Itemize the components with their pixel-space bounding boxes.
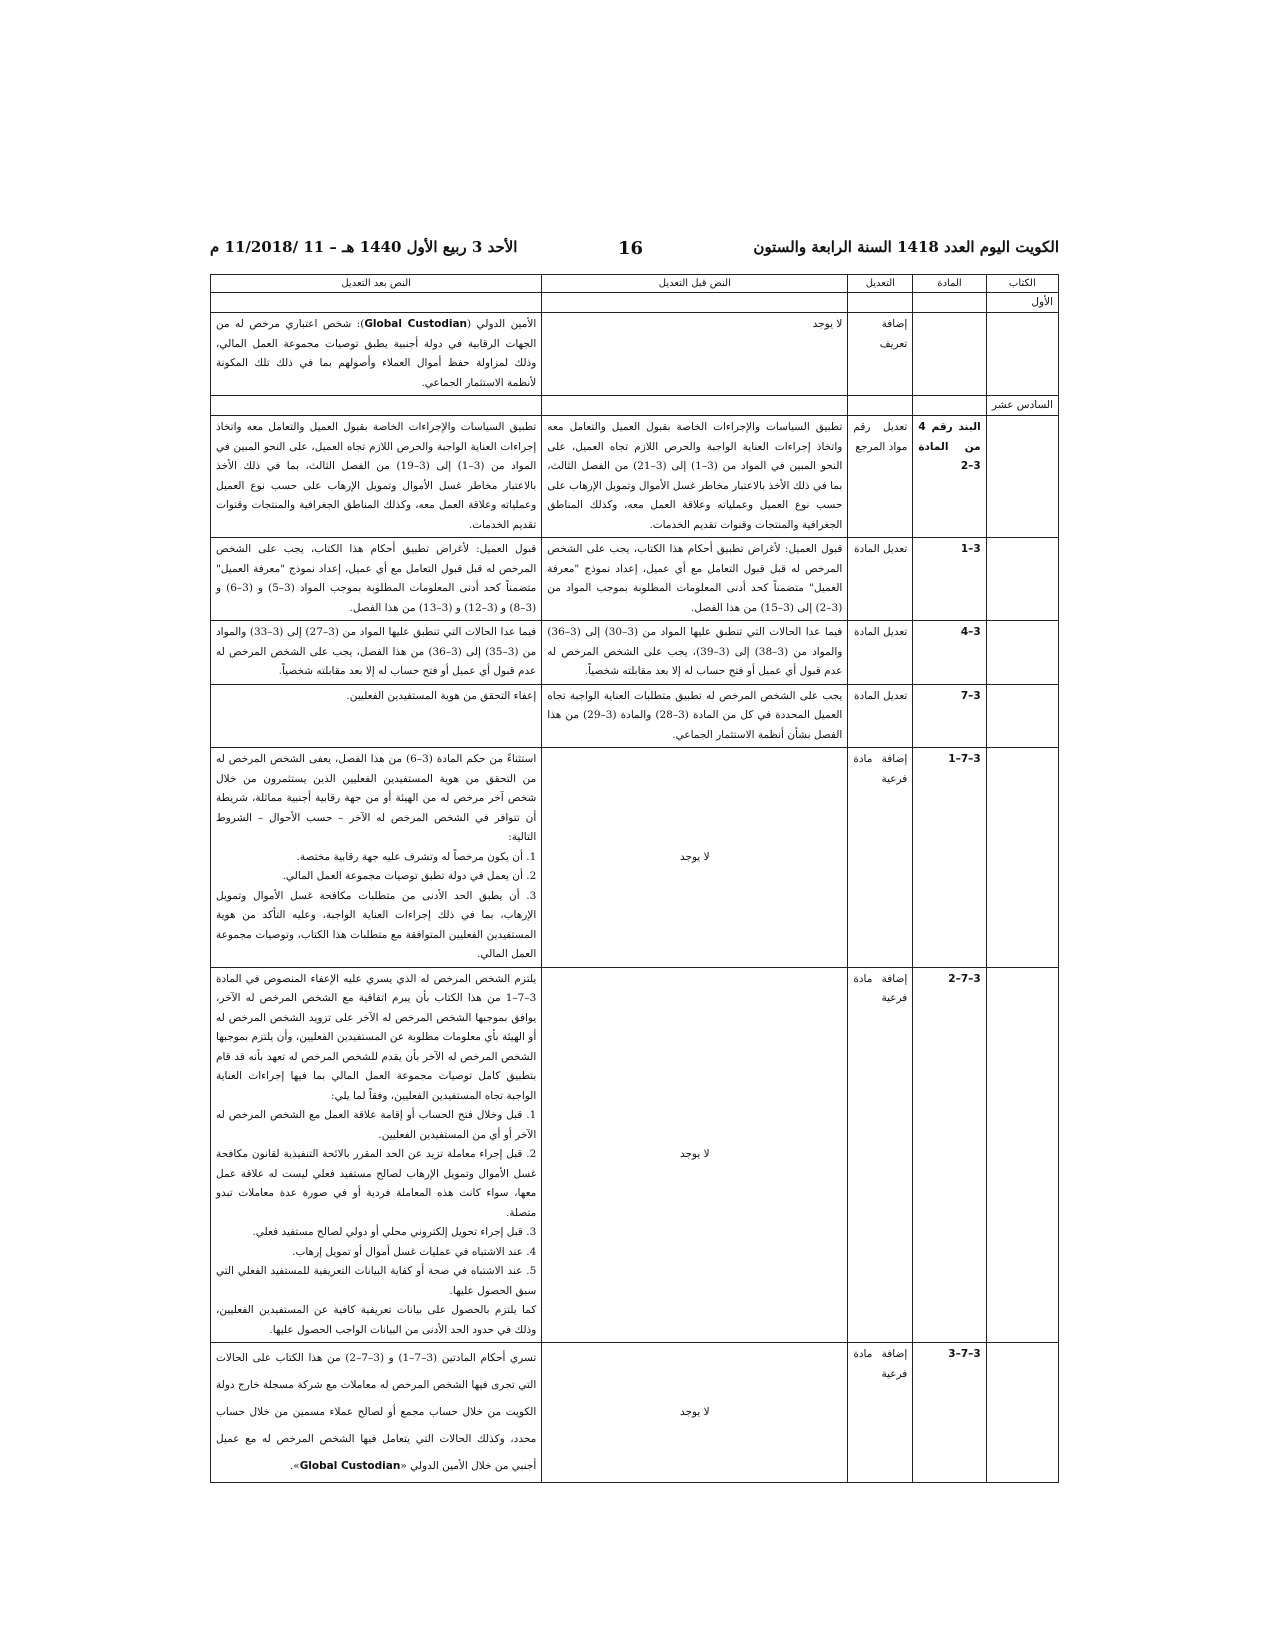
row-article: 3–7–3 xyxy=(913,1343,986,1483)
row-modification: تعديل المادة xyxy=(848,621,913,685)
column-header-book: الكتاب xyxy=(986,275,1058,293)
column-header-after: النص بعد التعديل xyxy=(211,275,542,293)
table-row xyxy=(211,748,1059,968)
table-row xyxy=(211,621,1059,685)
row-after: استثناءً من حكم المادة (3–6) من هذا الفصل، يعفى الشخص المرخص له من التحقق من هوية المستفيدين الفعليين الذين يستثمرون من خلال شخص آخر مرخص له من الهيئة أو من جهة رقابية أجنبية مماثلة، شريطة أن تتوافر في الشخص المرخص له الآخر – حسب الأحوال – الشروط التالية: 1. أن يكون مرخصاً له وتشرف عليه جهة رقابية مختصة. 2. أن يعمل في دولة تطبق توصيات مجموعة العمل المالي. 3. أن يطبق الحد الأدنى من متطلبات مكافحة غسل الأموال وتمويل الإرهاب، بما في ذلك إجراءات العناية الواجبة، وعليه التأكد من هوية المستفيدين الفعليين المتوافقة مع متطلبات هذا الكتاب، وتوصيات مجموعة العمل المالي. xyxy=(211,748,542,968)
row-modification: إضافة مادة فرعية xyxy=(848,967,913,1343)
book-row-sixteenth xyxy=(211,396,1059,416)
table-row xyxy=(211,313,1059,396)
list-item: 1. أن يكون مرخصاً له وتشرف عليه جهة رقابية مختصة. xyxy=(296,850,537,863)
list-item: 1. قبل وخلال فتح الحساب أو إقامة علاقة العمل مع الشخص المرخص له الآخر أو أي من المستفيدين الفعليين. xyxy=(216,1109,537,1141)
row-modification: تعديل المادة xyxy=(848,684,913,748)
row-before: تطبيق السياسات والإجراءات الخاصة بقبول العميل والتعامل معه واتخاذ إجراءات العناية الواجبة والحرص اللازم تجاه العميل، على النحو المبين في المواد من (3–1) إلى (3–21) من الفصل الثالث، بما في ذلك الأخذ بالاعتبار مخاطر غسل الأموال وتمويل الإرهاب على حسب نوع العميل وعملياته وعلاقة العمل معه، وكذلك المناطق الجغرافية والمنتجات وقنوات تقديم الخدمات. xyxy=(542,416,848,538)
row-modification: تعديل رقم مواد المرجع xyxy=(848,416,913,538)
row-before: لا يوجد xyxy=(542,748,848,968)
table-row xyxy=(211,967,1059,1343)
book-label-sixteenth: السادس عشر xyxy=(986,396,1058,416)
table-row xyxy=(211,684,1059,748)
row-after: تطبيق السياسات والإجراءات الخاصة بقبول العميل والتعامل معه واتخاذ إجراءات العناية الواجبة والحرص اللازم تجاه العميل، على النحو المبين في المواد من (3–1) إلى (3–19) من الفصل الثالث، بما في ذلك الأخذ بالاعتبار مخاطر غسل الأموال وتمويل الإرهاب على حسب نوع العميل وعملياته وعلاقة العمل معه، وكذلك المناطق الجغرافية والمنتجات وقنوات تقديم الخدمات. xyxy=(211,416,542,538)
row-article: البند رقم 4 من المادة 3–2 xyxy=(913,416,986,538)
list-item: 5. عند الاشتباه في صحة أو كفاية البيانات التعريفية للمستفيد الفعلي التي سبق الحصول عليها. xyxy=(216,1265,537,1297)
page-number: 16 xyxy=(618,238,644,259)
row-before: لا يوجد xyxy=(542,1343,848,1483)
column-header-article: المادة xyxy=(913,275,986,293)
list-item: 3. أن يطبق الحد الأدنى من متطلبات مكافحة غسل الأموال وتمويل الإرهاب، بما في ذلك إجراءات العناية الواجبة، وعليه التأكد من هوية المستفيدين الفعليين المتوافقة مع متطلبات هذا الكتاب، وتوصيات مجموعة العمل المالي. xyxy=(216,889,537,960)
row-before: لا يوجد xyxy=(542,967,848,1343)
row-article: 3–7 xyxy=(913,684,986,748)
row-modification: إضافة مادة فرعية xyxy=(848,1343,913,1483)
row-article: 3–4 xyxy=(913,621,986,685)
book-label-first: الأول xyxy=(986,293,1058,313)
table-row xyxy=(211,416,1059,538)
row-before: لا يوجد xyxy=(542,313,848,396)
row-before: يجب على الشخص المرخص له تطبيق متطلبات العناية الواجبة تجاه العميل المحددة في كل من المادة (3–28) والمادة (3–29) من هذا الفصل بشأن أنظمة الاستثمار الجماعي. xyxy=(542,684,848,748)
list-item: 2. أن يعمل في دولة تطبق توصيات مجموعة العمل المالي. xyxy=(282,870,537,882)
book-row-first xyxy=(211,293,1059,313)
row-modification: إضافة تعريف xyxy=(848,313,913,396)
row-before: قبول العميل: لأغراض تطبيق أحكام هذا الكتاب، يجب على الشخص المرخص له قبل قبول التعامل مع أي عميل، إعداد نموذج "معرفة العميل" متضمناً كحد أدنى المعلومات المطلوبة بموجب المواد من (3–2) إلى (3–15) من هذا الفصل. xyxy=(542,538,848,621)
row-after: قبول العميل: لأغراض تطبيق أحكام هذا الكتاب، يجب على الشخص المرخص له قبل قبول التعامل مع أي عميل، إعداد نموذج "معرفة العميل" متضمناً كحد أدنى المعلومات المطلوبة بموجب المواد (3–5) و (3–6) و (3–8) و (3–12) و (3–13) من هذا الفصل. xyxy=(211,538,542,621)
column-header-before: النص قبل التعديل xyxy=(542,275,848,293)
row-article: 3–1 xyxy=(913,538,986,621)
issue-date: الأحد 3 ربيع الأول 1440 هـ – 11 /11/2018 م xyxy=(210,238,518,256)
table-row xyxy=(211,538,1059,621)
row-modification: إضافة مادة فرعية xyxy=(848,748,913,968)
row-after: يلتزم الشخص المرخص له الذي يسري عليه الإعفاء المنصوص في المادة 3–7–1 من هذا الكتاب بأن يبرم اتفاقية مع الشخص المرخص له الآخر، يوافق بموجبها الشخص المرخص له الآخر على تزويد الشخص المرخص له أو الهيئة بأي معلومات مطلوبة عن المستفيدين الفعليين، وأن يلتزم بموجبها الشخص المرخص له الآخر بأن يقدم للشخص المرخص له تعهد بأنه قد قام بتطبيق كامل توصيات مجموعة العمل المالي بما فيها إجراءات العناية الواجبة تجاه المستفيدين الفعليين، وفقاً لما يلي: 1. قبل وخلال فتح الحساب أو إقامة علاقة العمل مع الشخص المرخص له الآخر أو أي من المستفيدين الفعليين. 2. قبل إجراء معاملة تزيد عن الحد المقرر بالائحة التنفيذية لقانون مكافحة غسل الأموال وتمويل الإرهاب لصالح مستفيد فعلي ليست له علاقة عمل معها، سواء كانت هذه المعاملة فردية أو في صورة عدة معاملات تبدو متصلة. 3. قبل إجراء تحويل إلكتروني محلي أو دولي لصالح مستفيد فعلي. 4. عند الاشتباه في عمليات غسل أموال أو تمويل إرهاب. 5. عند الاشتباه في صحة أو كفاية البيانات التعريفية للمستفيد الفعلي التي سبق الحصول عليها. كما يلتزم بالحصول على بيانات تعريفية كافية عن المستفيدين الفعليين، وذلك في حدود الحد الأدنى من البيانات الواجب الحصول عليها. xyxy=(211,967,542,1343)
list-item: 4. عند الاشتباه في عمليات غسل أموال أو تمويل إرهاب. xyxy=(292,1245,537,1258)
list-item: 2. قبل إجراء معاملة تزيد عن الحد المقرر بالائحة التنفيذية لقانون مكافحة غسل الأموال وتمويل الإرهاب لصالح مستفيد فعلي ليست له علاقة عمل معها، سواء كانت هذه المعاملة فردية أو في صورة عدة معاملات تبدو متصلة. xyxy=(216,1148,537,1219)
column-header-modification: التعديل xyxy=(848,275,913,293)
row-after: إعفاء التحقق من هوية المستفيدين الفعليين. xyxy=(211,684,542,748)
row-after: تسري أحكام المادتين (3–7–1) و (3–7–2) من هذا الكتاب على الحالات التي تجرى فيها الشخص المرخص له معاملات مع شركة مسجلة خارج دولة الكويت من خلال حساب مجمع أو لصالح عملاء مسمين من خلال حساب محدد، وكذلك الحالات التي يتعامل فيها الشخص المرخص له مع عميل أجنبي من خلال الأمين الدولي «Global Custodian». xyxy=(211,1343,542,1483)
publication-title: الكويت اليوم العدد 1418 السنة الرابعة والستون xyxy=(753,238,1059,256)
row-article xyxy=(913,313,986,396)
row-article: 3–7–1 xyxy=(913,748,986,968)
row-article: 3–7–2 xyxy=(913,967,986,1343)
list-item: 3. قبل إجراء تحويل إلكتروني محلي أو دولي لصالح مستفيد فعلي. xyxy=(252,1226,537,1238)
row-before: فيما عدا الحالات التي تنطبق عليها المواد من (3–30) إلى (3–36) والمواد من (3–38) إلى (3–39)، يجب على الشخص المرخص له عدم قبول أي عميل أو فتح حساب له إلا بعد مقابلته شخصياً. xyxy=(542,621,848,685)
table-header-row xyxy=(211,275,1059,293)
amendments-table xyxy=(210,274,1059,1483)
row-modification: تعديل المادة xyxy=(848,538,913,621)
row-after: فيما عدا الحالات التي تنطبق عليها المواد من (3–27) إلى (3–33) والمواد من (3–35) إلى (3–36) من هذا الفصل، يجب على الشخص المرخص له عدم قبول أي عميل أو فتح حساب له إلا بعد مقابلته شخصياً. xyxy=(211,621,542,685)
table-row xyxy=(211,1343,1059,1483)
row-after: الأمين الدولي (Global Custodian): شخص اعتباري مرخص له من الجهات الرقابية في دولة أجنبية يطبق توصيات مجموعة العمل المالي، وذلك لمزاولة حفظ أموال العملاء وأصولهم بما في ذلك تلك المكونة لأنظمة الاستثمار الجماعي. xyxy=(211,313,542,396)
page-header xyxy=(210,236,1059,264)
